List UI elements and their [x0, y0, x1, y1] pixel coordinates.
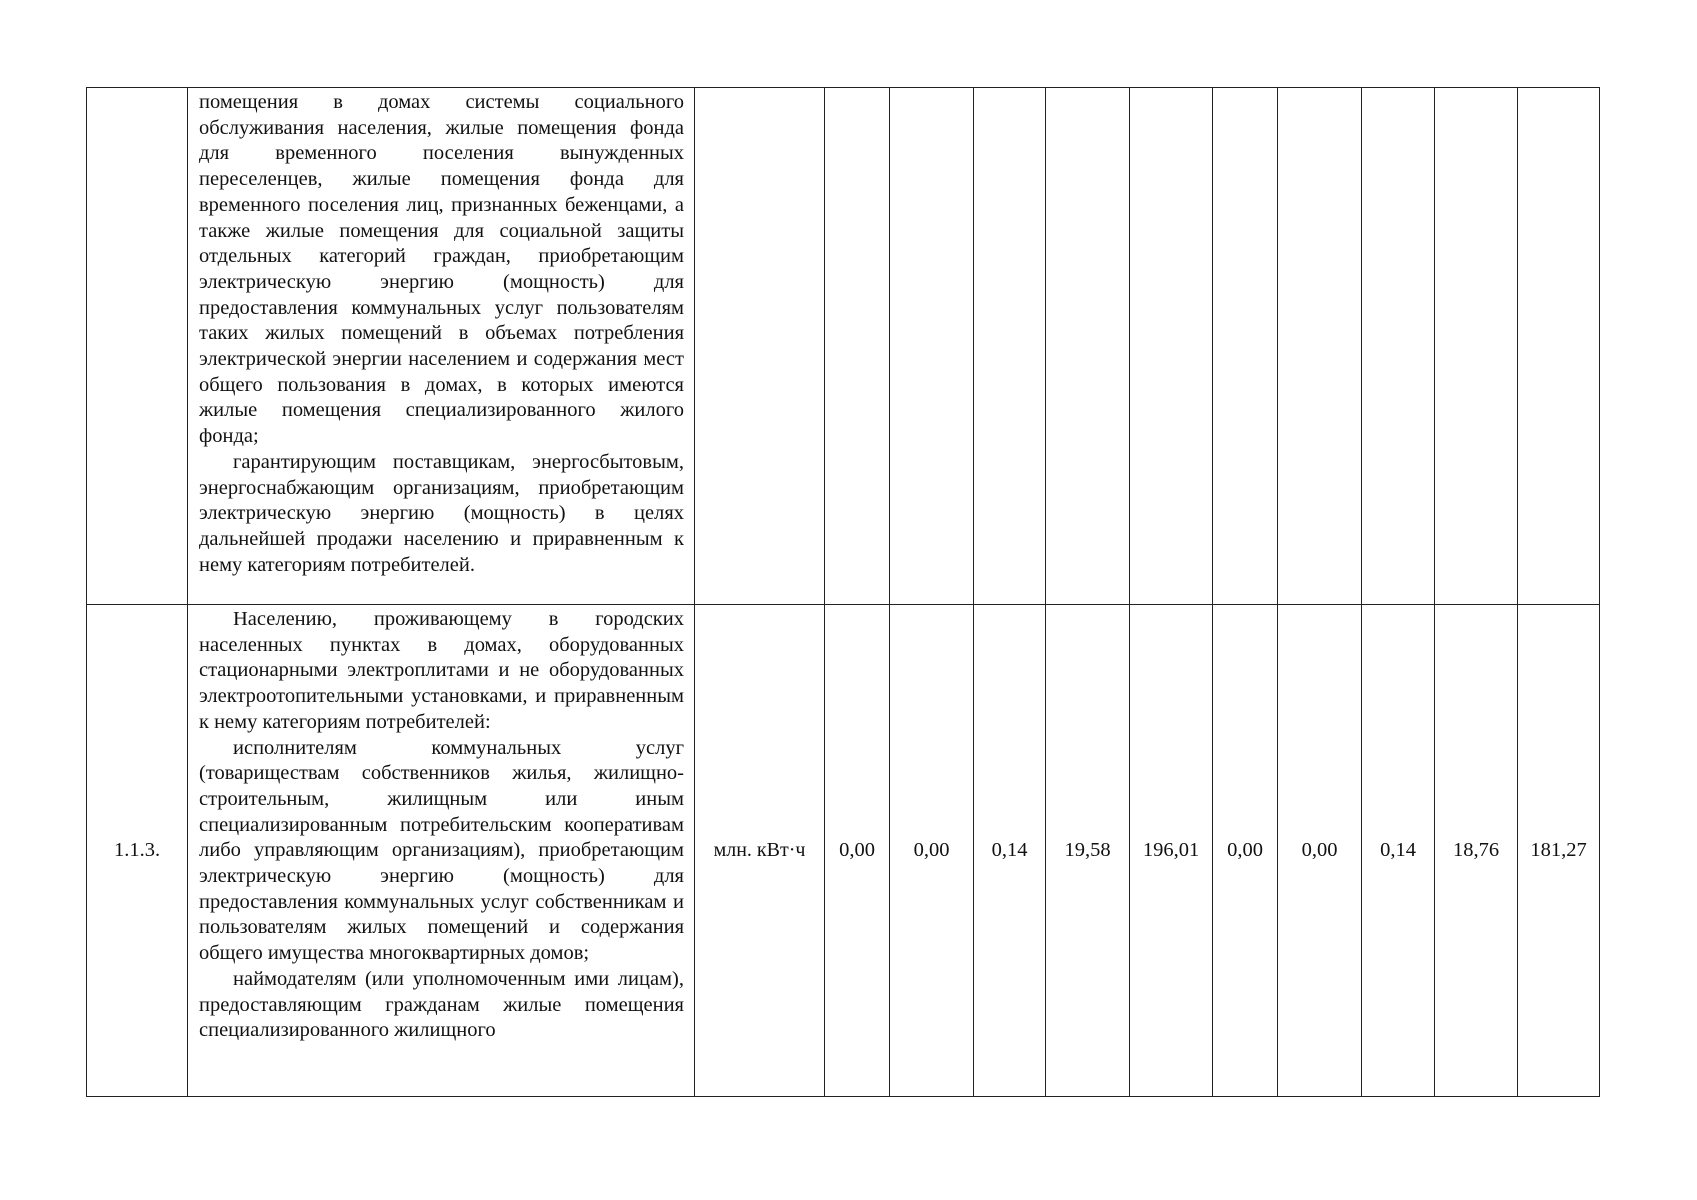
value-cell: 196,01 [1130, 605, 1213, 1097]
value-cell [1130, 88, 1213, 605]
description-paragraph: Населению, проживающему в городских населенных пунктах в домах, оборудованных стационарными электроплитами и не оборудованных электроотопительными установками, и приравненным к нему категориям потребителей: [199, 608, 684, 733]
value-cell: 0,00 [1278, 605, 1362, 1097]
description-paragraph: гарантирующим поставщикам, энергосбытовым, энергоснабжающим организациям, приобретающим электрическую энергию (мощность) в целях дальнейшей продажи населению и приравненным к нему категориям потребителей. [199, 450, 684, 576]
unit-cell: млн. кВт·ч [695, 605, 825, 1097]
description-paragraph: наймодателям (или уполномоченным ими лицам), предоставляющим гражданам жилые помещения специализированного жилищного [199, 967, 684, 1042]
value-cell: 0,00 [825, 605, 890, 1097]
value-cell [890, 88, 974, 605]
value-cell: 181,27 [1518, 605, 1600, 1097]
value-cell [1278, 88, 1362, 605]
value-cell [825, 88, 890, 605]
unit-cell [695, 88, 825, 605]
value-cell: 19,58 [1046, 605, 1130, 1097]
value-cell: 0,14 [1362, 605, 1435, 1097]
value-cell [974, 88, 1046, 605]
value-cell [1213, 88, 1278, 605]
value-cell [1435, 88, 1518, 605]
description-cell [188, 605, 695, 1097]
description-cell [188, 88, 695, 605]
value-cell: 18,76 [1435, 605, 1518, 1097]
table-row [87, 605, 1600, 1097]
row-number-cell [87, 88, 188, 605]
tariff-table [86, 87, 1600, 1097]
row-number-cell: 1.1.3. [87, 605, 188, 1097]
value-cell [1362, 88, 1435, 605]
value-cell [1518, 88, 1600, 605]
description-paragraph: исполнителям коммунальных услуг (товариществам собственников жилья, жилищно-строительным, жилищным или иным специализированным потребительским кооперативам либо управляющим организациям), приобретающим электрическую энергию (мощность) для предоставления коммунальных услуг собственникам и пользователям жилых помещений и содержания общего имущества многоквартирных домов; [199, 736, 684, 965]
description-paragraph: помещения в домах системы социального обслуживания населения, жилые помещения фонда для временного поселения вынужденных переселенцев, жилые помещения фонда для временного поселения лиц, признанных беженцами, а также жилые помещения для социальной защиты отдельных категорий граждан, приобретающим электрическую энергию (мощность) для предоставления коммунальных услуг пользователям таких жилых помещений в объемах потребления электрической энергии населением и содержания мест общего пользования в домах, в которых имеются жилые помещения специализированного жилого фонда; [199, 91, 684, 448]
table-row [87, 88, 1600, 605]
value-cell: 0,14 [974, 605, 1046, 1097]
value-cell [1046, 88, 1130, 605]
value-cell: 0,00 [1213, 605, 1278, 1097]
value-cell: 0,00 [890, 605, 974, 1097]
